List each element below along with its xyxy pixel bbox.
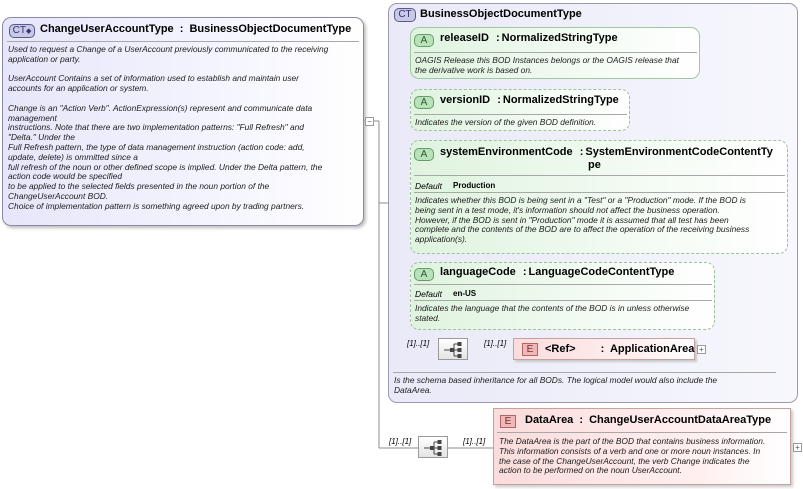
attribute-type-continuation: pe — [588, 159, 601, 171]
attribute-version-id[interactable] — [410, 89, 630, 131]
attribute-type: NormalizedStringType — [502, 94, 619, 106]
desc-line: This information consists of a verb and one or more noun instances. In — [499, 445, 761, 456]
desc-line: full refresh of the noun or other defined scope is implied. Under the Delta pattern, the — [8, 161, 323, 172]
data-area-description — [499, 437, 791, 476]
attribute-title — [440, 94, 619, 106]
title-separator: : — [497, 94, 501, 106]
attribute-divider — [414, 284, 712, 285]
element-badge: E — [522, 343, 538, 356]
ref-type: ApplicationArea — [609, 343, 695, 355]
data-area-type: ChangeUserAccountDataAreaType — [589, 414, 772, 426]
title-separator: : — [579, 146, 584, 158]
change-user-account-type-box[interactable] — [2, 17, 364, 226]
ref-name: <Ref> — [545, 343, 576, 355]
desc-line: Used to request a Change of a UserAccount previously communicated to the receiving — [8, 44, 329, 54]
main-type-name: ChangeUserAccountType — [40, 23, 174, 35]
desc-line: instructions. Note that there are two implementation patterns: "Full Refresh" and — [8, 122, 304, 133]
desc-line: to be applied to the selected fields presented in the noun portion of the — [8, 181, 270, 192]
base-type-description — [394, 376, 794, 396]
element-badge: E — [500, 415, 516, 428]
desc-line: management — [8, 112, 57, 123]
desc-line: action code would be specified — [8, 171, 123, 182]
base-type-badge: CT — [394, 8, 416, 22]
title-separator: : — [496, 32, 500, 44]
main-type-title — [40, 23, 351, 35]
attribute-badge: A — [414, 148, 434, 161]
desc-line: Is the schema based inheritance for all BODs. The logical model would also include the — [394, 375, 718, 385]
data-area-multiplicity: [1]..[1] — [463, 437, 486, 446]
ref-multiplicity: [1]..[1] — [484, 339, 507, 348]
desc-line: The DataArea is the part of the BOD that contains business information. — [499, 436, 766, 446]
attribute-title — [440, 146, 773, 158]
desc-line: Change is an "Action Verb". ActionExpression(s) represent and communicate data — [8, 102, 313, 113]
attribute-description — [415, 118, 629, 128]
default-divider — [414, 192, 785, 193]
desc-line: update, delete) is ommitted since a — [8, 151, 138, 162]
default-divider — [414, 300, 712, 301]
attribute-release-id[interactable] — [410, 27, 700, 79]
sequence-compositor[interactable] — [438, 338, 468, 360]
data-area-element[interactable] — [493, 408, 791, 485]
title-separator: : — [579, 414, 584, 426]
desc-line: application(s). — [415, 234, 468, 245]
desc-line: stated. — [415, 312, 441, 323]
desc-line: the derivative work is based on. — [415, 64, 533, 75]
base-type-name: BusinessObjectDocumentType — [420, 8, 582, 20]
ref-title — [545, 343, 694, 355]
desc-line: application or party. — [8, 53, 81, 64]
attribute-divider — [414, 114, 627, 115]
title-separator: : — [600, 343, 605, 355]
attribute-description — [415, 196, 787, 245]
sequence-icon — [439, 339, 469, 361]
desc-line: complete and the contents of the BOD are to affect the operation of the receiving business — [415, 224, 750, 235]
attribute-type: NormalizedStringType — [501, 32, 618, 44]
desc-line: accounts for an application or system. — [8, 83, 149, 94]
desc-line: Indicates the language that the contents of the BOD is in unless otherwise — [415, 303, 690, 313]
sequence-multiplicity: [1]..[1] — [407, 339, 430, 348]
data-area-sequence-compositor[interactable] — [418, 436, 448, 458]
data-area-title — [525, 414, 771, 426]
attribute-badge: A — [414, 34, 434, 47]
expand-application-area[interactable]: + — [697, 345, 706, 354]
data-area-sequence-multiplicity: [1]..[1] — [389, 437, 412, 446]
attribute-description — [415, 56, 699, 76]
desc-line: the case of the ChangeUserAccount, the verb Change indicates the — [499, 455, 750, 466]
default-label: Default — [415, 181, 442, 191]
attribute-name: languageCode — [440, 266, 516, 278]
attribute-badge: A — [414, 96, 434, 109]
attribute-divider — [414, 175, 785, 176]
collapse-toggle[interactable]: − — [365, 117, 374, 126]
sequence-icon — [419, 437, 449, 459]
attribute-description — [415, 304, 714, 324]
desc-line: "Delta." Under the — [8, 132, 75, 143]
title-separator: : — [522, 266, 527, 278]
desc-line: ChangeUserAccount BOD. — [8, 190, 109, 201]
title-separator: : — [179, 23, 184, 35]
desc-line: Full Refresh pattern, the type of data management instruction (action code: add, — [8, 141, 305, 152]
attribute-name: systemEnvironmentCode — [440, 146, 573, 158]
desc-line: being sent in a test mode, it's information should not affect the business operation. — [415, 204, 720, 215]
desc-line: Indicates whether this BOD is being sent in a "Test" or a "Production" mode. If the BOD is — [415, 195, 746, 205]
desc-line: action to be performed on the noun UserAccount. — [499, 465, 682, 476]
default-label: Default — [415, 289, 442, 299]
default-value: Production — [453, 181, 496, 190]
attribute-language-code[interactable] — [410, 262, 715, 330]
data-area-name: DataArea — [525, 414, 574, 426]
attribute-name: versionID — [440, 94, 491, 106]
base-type-divider — [393, 372, 776, 373]
desc-line: Indicates the version of the given BOD definition. — [415, 117, 597, 127]
default-value: en-US — [453, 289, 477, 298]
complex-type-badge: CT◆ — [9, 24, 35, 38]
application-area-ref[interactable] — [513, 338, 695, 360]
desc-line: DataArea. — [394, 384, 432, 395]
desc-line: However, if the BOD is sent in "Production" mode it is assumed that all test has been — [415, 214, 729, 225]
desc-line: UserAccount Contains a set of information used to establish and maintain user — [8, 73, 299, 84]
attribute-title — [440, 266, 674, 278]
data-area-divider — [497, 432, 787, 433]
attribute-title — [440, 32, 618, 44]
attribute-type: SystemEnvironmentCodeContentTy — [585, 146, 773, 158]
expand-data-area[interactable]: + — [793, 443, 802, 452]
main-type-description — [8, 45, 360, 212]
desc-line: OAGIS Release this BOD Instances belongs or the OAGIS release that — [415, 55, 679, 65]
attribute-type: LanguageCodeContentType — [528, 266, 675, 278]
attribute-system-environment-code[interactable] — [410, 140, 788, 254]
attribute-name: releaseID — [440, 32, 489, 44]
main-type-base: BusinessObjectDocumentType — [189, 23, 352, 35]
title-divider — [7, 41, 359, 42]
attribute-divider — [414, 52, 697, 53]
desc-line: Choice of implementation pattern is something agreed upon by trading partners. — [8, 200, 305, 211]
attribute-badge: A — [414, 268, 434, 281]
